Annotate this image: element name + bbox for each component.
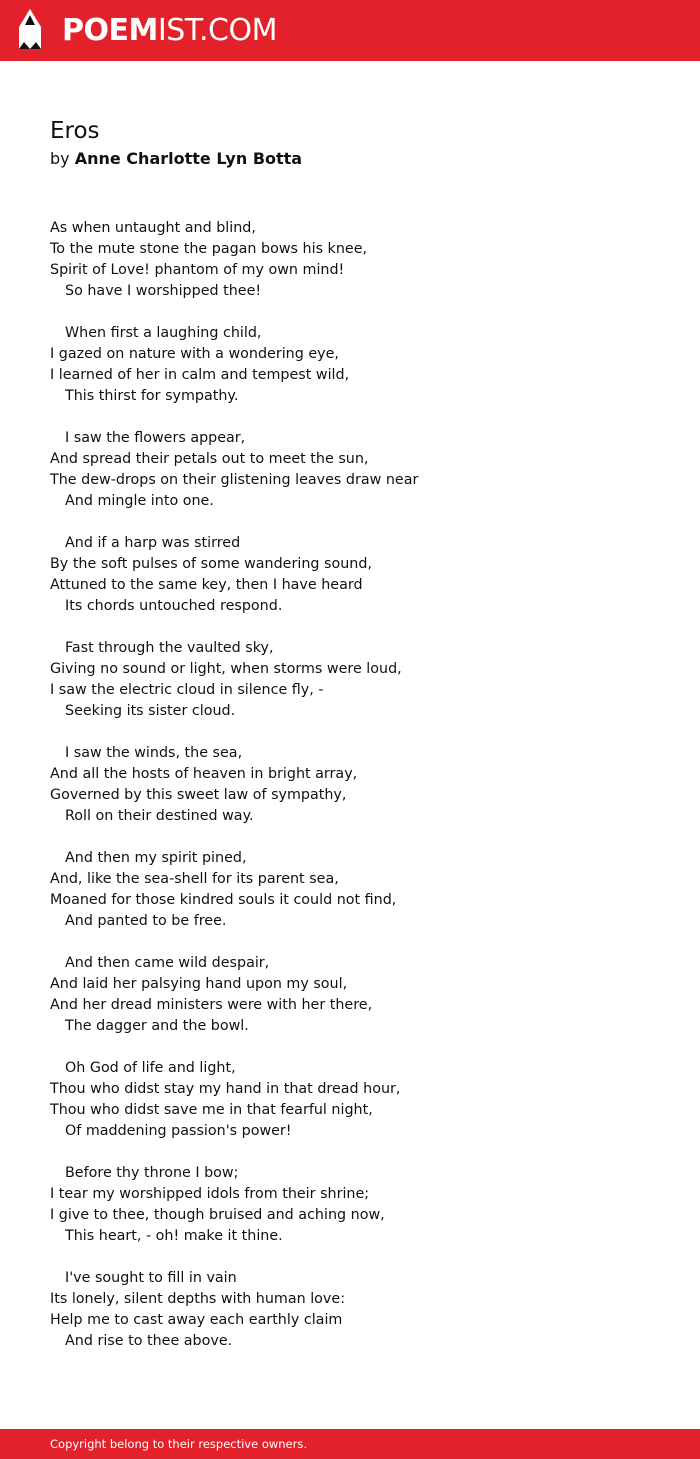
- copyright-text: Copyright belong to their respective owners.: [50, 1437, 308, 1451]
- poem-stanza: [50, 848, 680, 932]
- poem-line: And mingle into one.: [65, 493, 214, 509]
- poem-line: And her dread ministers were with her there,: [50, 997, 373, 1013]
- poem-line: And rise to thee above.: [65, 1333, 233, 1349]
- poem-line: Thou who didst stay my hand in that dread hour,: [50, 1081, 401, 1097]
- poem-stanza: [50, 428, 680, 512]
- poem-line: Governed by this sweet law of sympathy,: [50, 787, 347, 803]
- poem-line: And then came wild despair,: [65, 955, 270, 971]
- site-logo-link[interactable]: [62, 11, 277, 51]
- poem-stanza: [50, 218, 680, 302]
- poem-line: I've sought to fill in vain: [65, 1270, 237, 1286]
- poem-line: I tear my worshipped idols from their shrine;: [50, 1186, 370, 1202]
- site-header: [0, 0, 700, 61]
- poem-line: I saw the winds, the sea,: [65, 745, 243, 761]
- poem-line: Seeking its sister cloud.: [65, 703, 236, 719]
- poem-line: I saw the flowers appear,: [65, 430, 246, 446]
- poem-line: Thou who didst save me in that fearful night,: [50, 1102, 373, 1118]
- poem-line: The dew-drops on their glistening leaves draw near: [50, 472, 419, 488]
- poem-line: Before thy throne I bow;: [65, 1165, 239, 1181]
- poem-line: Of maddening passion's power!: [65, 1123, 292, 1139]
- poem-line: I give to thee, though bruised and aching now,: [50, 1207, 385, 1223]
- poem-line: Giving no sound or light, when storms were loud,: [50, 661, 402, 677]
- poem-line: When first a laughing child,: [65, 325, 262, 341]
- poem-title: Eros: [50, 118, 100, 144]
- site-footer: [0, 1429, 700, 1459]
- poem-stanza: [50, 638, 680, 722]
- poem-line: Roll on their destined way.: [65, 808, 254, 824]
- poem-line: Its chords untouched respond.: [65, 598, 283, 614]
- poem-body: [50, 218, 680, 1373]
- poem-line: Its lonely, silent depths with human love:: [50, 1291, 346, 1307]
- poem-stanza: [50, 323, 680, 407]
- poem-line: This heart, - oh! make it thine.: [65, 1228, 283, 1244]
- poem-stanza: [50, 953, 680, 1037]
- poem-line: As when untaught and blind,: [50, 220, 256, 236]
- poem-line: So have I worshipped thee!: [65, 283, 262, 299]
- poem-line: And, like the sea-shell for its parent sea,: [50, 871, 339, 887]
- poem-line: And then my spirit pined,: [65, 850, 247, 866]
- poem-stanza: [50, 533, 680, 617]
- poem-line: Oh God of life and light,: [65, 1060, 236, 1076]
- poem-line: And laid her palsying hand upon my soul,: [50, 976, 348, 992]
- byline: [50, 148, 302, 170]
- poem-stanza: [50, 1163, 680, 1247]
- poem-stanza: [50, 1268, 680, 1352]
- poem-line: And all the hosts of heaven in bright array,: [50, 766, 358, 782]
- author-name: Anne Charlotte Lyn Botta: [74, 149, 303, 168]
- poem-line: This thirst for sympathy.: [65, 388, 239, 404]
- poem-line: And spread their petals out to meet the sun,: [50, 451, 369, 467]
- poem-line: Help me to cast away each earthly claim: [50, 1312, 343, 1328]
- poem-line: Fast through the vaulted sky,: [65, 640, 274, 656]
- poem-line: And if a harp was stirred: [65, 535, 241, 551]
- poem-line: I learned of her in calm and tempest wild,: [50, 367, 350, 383]
- poem-line: The dagger and the bowl.: [65, 1018, 249, 1034]
- poem-stanza: [50, 1058, 680, 1142]
- poem-line: And panted to be free.: [65, 913, 227, 929]
- poem-line: I saw the electric cloud in silence fly, -: [50, 682, 324, 698]
- by-label: by: [50, 149, 70, 168]
- poem-line: I gazed on nature with a wondering eye,: [50, 346, 339, 362]
- poem-stanza: [50, 743, 680, 827]
- pencil-icon[interactable]: [17, 9, 43, 51]
- poem-line: Attuned to the same key, then I have heard: [50, 577, 363, 593]
- poem-line: Spirit of Love! phantom of my own mind!: [50, 262, 345, 278]
- poem-line: To the mute stone the pagan bows his knee,: [50, 241, 368, 257]
- brand-bold: POEM: [62, 13, 158, 48]
- poem-line: Moaned for those kindred souls it could not find,: [50, 892, 397, 908]
- poem-line: By the soft pulses of some wandering sound,: [50, 556, 372, 572]
- brand-light: IST.COM: [157, 13, 277, 48]
